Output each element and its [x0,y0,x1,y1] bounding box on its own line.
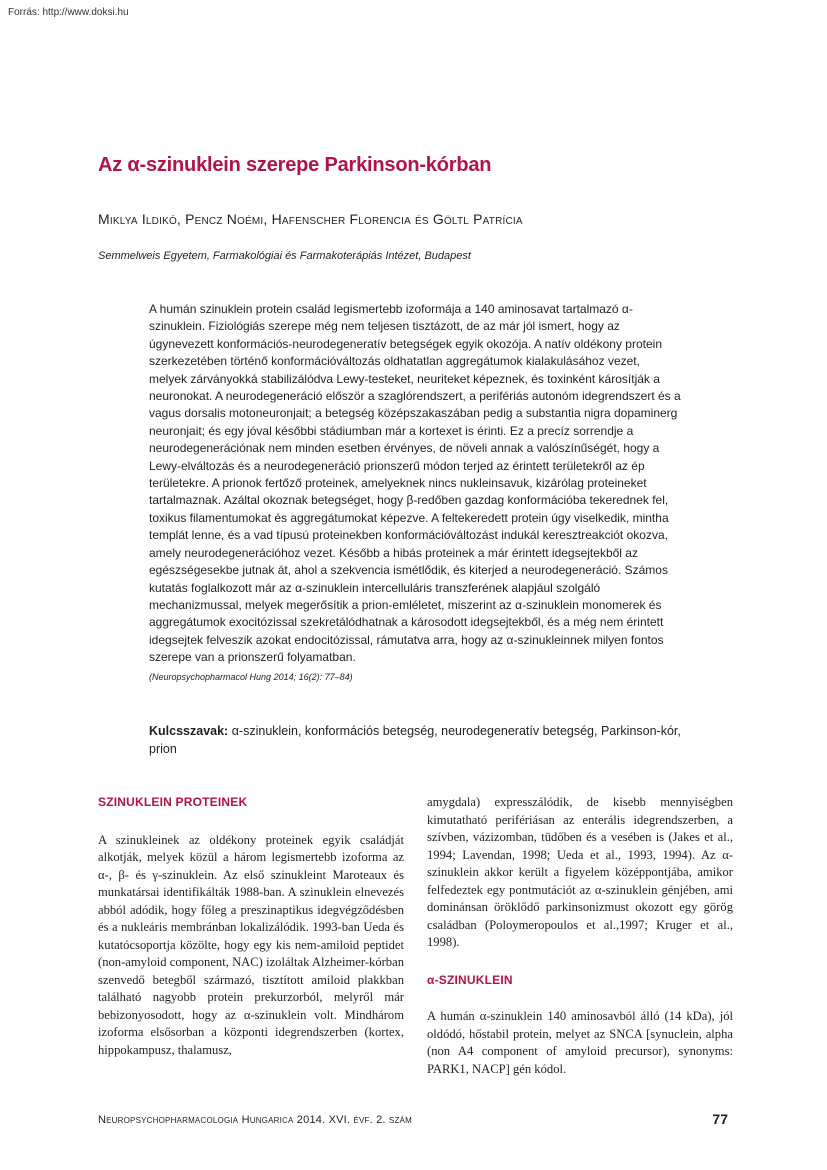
keywords [149,722,681,758]
journal-footer: Neuropsychopharmacologia Hungarica 2014. XVI. évf. 2. szám [98,1114,412,1126]
article-title: Az α-szinuklein szerepe Parkinson-kórban [98,154,492,176]
source-note: Forrás: http://www.doksi.hu [8,7,129,18]
right-column [427,794,733,1078]
section-heading-alpha-szinuklein: α-SZINUKLEIN [427,972,513,987]
citation: (Neuropsychopharmacol Hung 2014; 16(2): 77–84) [149,671,353,682]
affiliation: Semmelweis Egyetem, Farmakológiai és Farmakoterápiás Intézet, Budapest [98,250,471,262]
page-number: 77 [712,1111,728,1127]
abstract [149,301,681,686]
keywords-label: Kulcsszavak: [149,724,229,738]
section-heading-szinuklein: SZINUKLEIN PROTEINEK [98,795,248,809]
section-body-szinuklein: A szinukleinek az oldékony proteinek egyik családját alkotják, melyek közül a három legismertebb izoforma az α-, β- és γ-szinuklein. Az első szinukleint Maroteaux és munkatársai identifikálták 1988-ban. A szinuklein elnevezés abból adódik, hogy főleg a preszinaptikus idegvégződésben és a nukleáris membránban lokalizálódik. 1993-ban Ueda és kutatócsoportja közölte, hogy egy kis nem-amiloid peptidet (non-amyloid component, NAC) izoláltak Alzheimer-kórban szenvedő betegből származó, tisztított amiloid plakkban található nagyobb protein prekurzorból, melyről már bebizonyosodott, hogy az α-szinuklein volt. Mindhárom izoforma elsősorban a központi idegrendszerben (kortex, hippokampusz, thalamusz, [98,832,404,1057]
author-list: Miklya Ildikó, Pencz Noémi, Hafenscher Florencia és Göltl Patrícia [98,211,523,227]
left-column [98,794,404,1059]
section-body-alpha-szinuklein: A humán α-szinuklein 140 aminosavból álló (14 kDa), jól oldódó, hőstabil protein, melyet az SNCA [synuclein, alpha (non A4 component of amyloid precursor), synonyms: PARK1, NACP] gén kódol. [427,1009,733,1076]
abstract-text: A humán szinuklein protein család legismertebb izoformája a 140 aminosavat tartalmazó α-szinuklein. Fiziológiás szerepe még nem teljesen tisztázott, de az már jól ismert, hogy az úgynevezett konformációs-neurodegeneratív betegségek egyik okozója. A natív oldékony protein szerkezetében történő konformációváltozás oldhatatlan aggregátumok kialakulásához vezet, melyek zárványokká stabilizálódva Lewy-testeket, neuriteket képeznek, és toxinként károsítják a neuronokat. A neurodegeneráció először a szaglórendszert, a perifériás autonóm idegrendszert és a vagus dorsalis motoneuronjait; a betegség középszakaszában pedig a substantia nigra dopaminerg neuronjait; és egy jóval későbbi stádiumban már a kortexet is érinti. Ez a precíz sorrendje a neurodegenerációnak nem minden esetben érvényes, de növeli annak a valószínűségét, hogy a Lewy-elváltozás és a neurodegeneráció prionszerű módon terjed az érintett területekről az ép területekre. A prionok fertőző proteinek, amelyeknek nincs nukleinsavuk, kizárólag proteineket tartalmaznak. Azáltal okoznak betegséget, hogy β-redőben gazdag konformációba tekerednek fel, toxikus filamentumokat és aggregátumokat képezve. A feltekeredett protein úgy viselkedik, mintha templát lenne, és a vad típusú proteinekben konformációváltozást indukál keresztreakciót okozva, amely neurodegenerációhoz vezet. Később a hibás proteinek a már érintett idegsejtekből az egészségesekbe jutnak át, ahol a szekvencia ismétlődik, és kiterjed a neurodegeneráció. Számos kutatás foglalkozott már az α-szinuklein intercelluláris transzferének alapjául szolgáló mechanizmussal, melyek megerősítik a prion-emléletet, miszerint az α-szinuklein monomerek és aggregátumok exocitózissal szekretálódhatnak a károsodott idegsejtekből, és a még nem érintett idegsejtek felveszik azokat endocitózissal, rámutatva arra, hogy az α-szinukleinnek milyen fontos szerepe van a prionszerű folyamatban. [149,302,681,665]
section-body-szinuklein-continued: amygdala) expresszálódik, de kisebb mennyiségben kimutatható perifériásan az enterális idegrendszerben, a szívben, vázizomban, tüdőben és a vesében is (Jakes et al., 1994; Lavendan, 1998; Ueda et al., 1993, 1994). Az α-szinuklein akkor került a figyelem középpontjába, amikor felfedeztek egy pontmutációt az α-szinuklein génjében, ami dominánsan öröklődő parkinsonizmust okozott egy görög családban (Poloymeropoulos et al.,1997; Kruger et al., 1998). [427,795,733,949]
keywords-list: α-szinuklein, konformációs betegség, neurodegeneratív betegség, Parkinson-kór, prion [149,724,681,756]
